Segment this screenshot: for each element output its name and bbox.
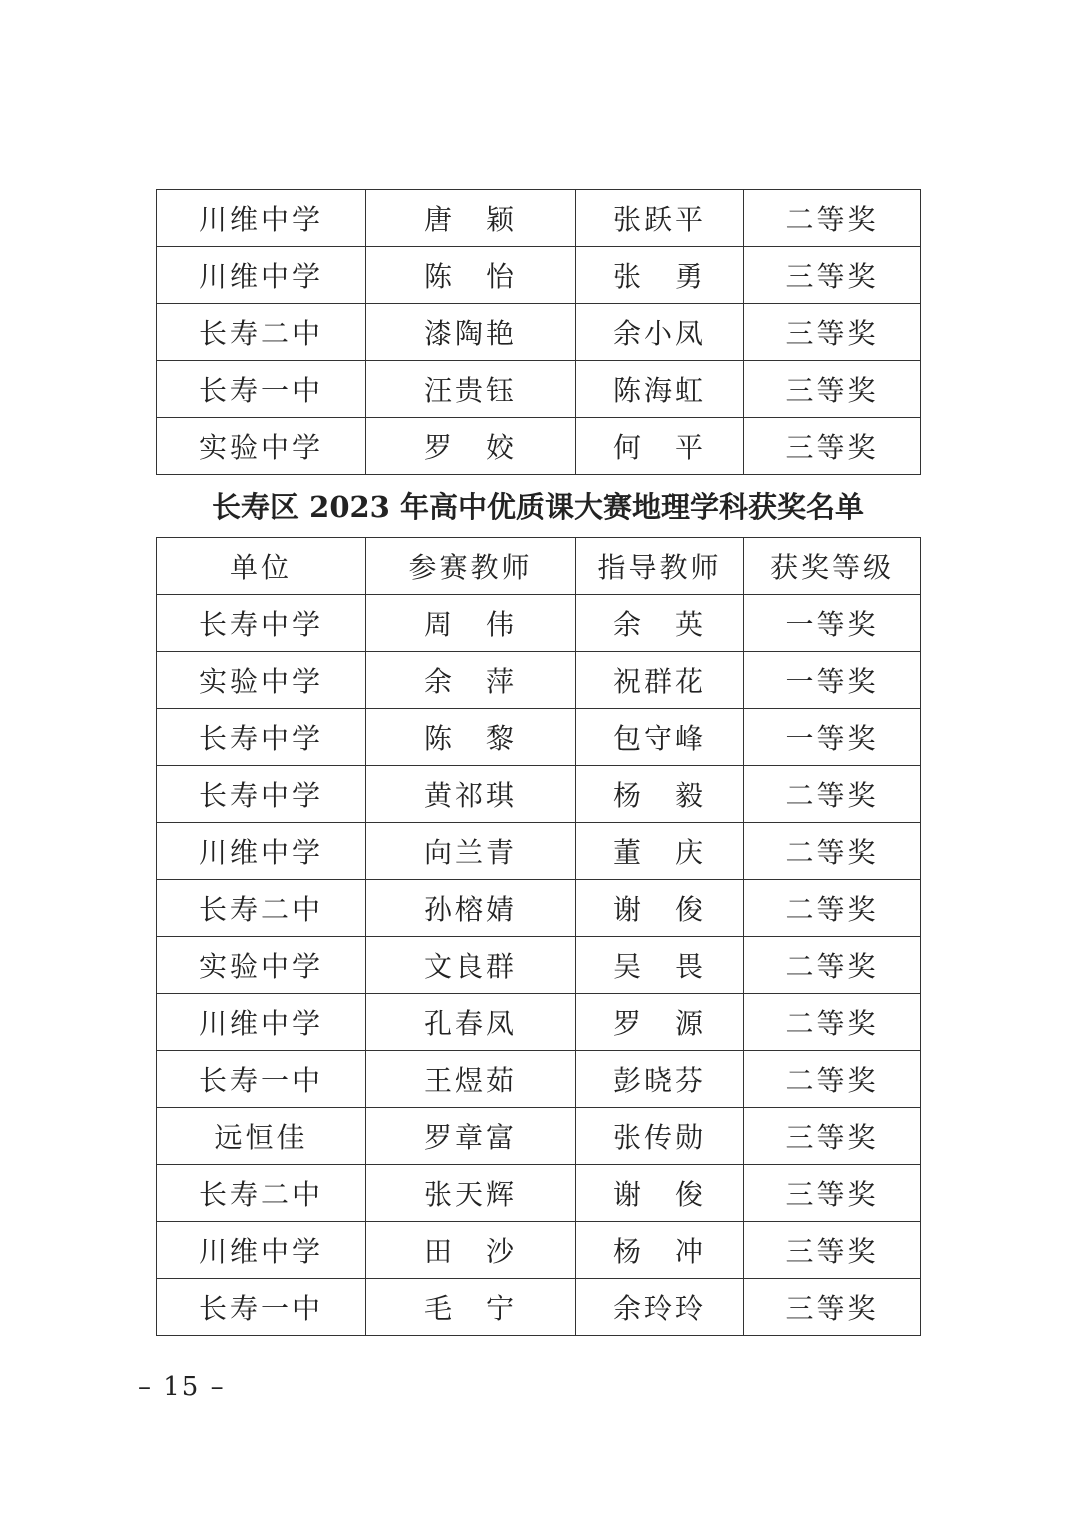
geography-award-table-body: [157, 595, 921, 1336]
cell-advisor-teacher: 董 庆: [576, 823, 744, 880]
cell-participant-teacher: 罗章富: [366, 1108, 576, 1165]
cell-unit: 川维中学: [157, 247, 366, 304]
cell-award-level: 一等奖: [744, 595, 921, 652]
cell-unit: 实验中学: [157, 937, 366, 994]
cell-participant-teacher: 陈 黎: [366, 709, 576, 766]
cell-unit: 长寿二中: [157, 304, 366, 361]
cell-award-level: 二等奖: [744, 937, 921, 994]
cell-advisor-teacher: 包守峰: [576, 709, 744, 766]
cell-award-level: 二等奖: [744, 994, 921, 1051]
cell-advisor-teacher: 杨 毅: [576, 766, 744, 823]
cell-participant-teacher: 毛 宁: [366, 1279, 576, 1336]
cell-participant-teacher: 张天辉: [366, 1165, 576, 1222]
geography-award-table-header: [157, 538, 921, 595]
table-row: [157, 247, 921, 304]
cell-participant-teacher: 田 沙: [366, 1222, 576, 1279]
cell-participant-teacher: 黄祁琪: [366, 766, 576, 823]
cell-advisor-teacher: 余玲玲: [576, 1279, 744, 1336]
cell-award-level: 三等奖: [744, 304, 921, 361]
cell-unit: 长寿一中: [157, 1051, 366, 1108]
cell-award-level: 一等奖: [744, 709, 921, 766]
table-row: [157, 1108, 921, 1165]
cell-unit: 长寿二中: [157, 1165, 366, 1222]
table-row: [157, 190, 921, 247]
cell-participant-teacher: 孔春凤: [366, 994, 576, 1051]
cell-award-level: 三等奖: [744, 247, 921, 304]
cell-participant-teacher: 唐 颖: [366, 190, 576, 247]
page-number: – 15 –: [138, 1372, 226, 1402]
cell-unit: 实验中学: [157, 418, 366, 475]
table-row: [157, 361, 921, 418]
cell-unit: 长寿二中: [157, 880, 366, 937]
cell-award-level: 三等奖: [744, 361, 921, 418]
table-row: [157, 709, 921, 766]
cell-participant-teacher: 陈 怡: [366, 247, 576, 304]
table-header-row: [157, 538, 921, 595]
cell-unit: 川维中学: [157, 1222, 366, 1279]
table-row: [157, 880, 921, 937]
cell-award-level: 三等奖: [744, 1279, 921, 1336]
cell-participant-teacher: 向兰青: [366, 823, 576, 880]
header-participant-teacher: 参赛教师: [366, 538, 576, 595]
table-row: [157, 766, 921, 823]
table-row: [157, 418, 921, 475]
table-row: [157, 937, 921, 994]
cell-award-level: 三等奖: [744, 1165, 921, 1222]
table-row: [157, 652, 921, 709]
cell-award-level: 二等奖: [744, 1051, 921, 1108]
cell-advisor-teacher: 吴 畏: [576, 937, 744, 994]
cell-participant-teacher: 文良群: [366, 937, 576, 994]
table-row: [157, 595, 921, 652]
cell-advisor-teacher: 祝群花: [576, 652, 744, 709]
cell-unit: 长寿中学: [157, 595, 366, 652]
cell-award-level: 三等奖: [744, 1108, 921, 1165]
cell-participant-teacher: 漆陶艳: [366, 304, 576, 361]
cell-advisor-teacher: 谢 俊: [576, 1165, 744, 1222]
cell-advisor-teacher: 张跃平: [576, 190, 744, 247]
table-row: [157, 823, 921, 880]
header-unit: 单位: [157, 538, 366, 595]
cell-unit: 川维中学: [157, 994, 366, 1051]
header-award-level: 获奖等级: [744, 538, 921, 595]
award-table-continued-body: [157, 190, 921, 475]
cell-unit: 长寿一中: [157, 361, 366, 418]
cell-unit: 川维中学: [157, 823, 366, 880]
cell-participant-teacher: 王煜茹: [366, 1051, 576, 1108]
cell-award-level: 三等奖: [744, 418, 921, 475]
section-title: 长寿区 2023 年高中优质课大赛地理学科获奖名单: [212, 490, 864, 524]
cell-unit: 长寿一中: [157, 1279, 366, 1336]
cell-participant-teacher: 余 萍: [366, 652, 576, 709]
cell-advisor-teacher: 余小凤: [576, 304, 744, 361]
cell-award-level: 二等奖: [744, 880, 921, 937]
cell-award-level: 二等奖: [744, 823, 921, 880]
cell-unit: 实验中学: [157, 652, 366, 709]
cell-advisor-teacher: 何 平: [576, 418, 744, 475]
cell-advisor-teacher: 罗 源: [576, 994, 744, 1051]
table-row: [157, 304, 921, 361]
cell-unit: 长寿中学: [157, 766, 366, 823]
table-row: [157, 994, 921, 1051]
cell-advisor-teacher: 杨 冲: [576, 1222, 744, 1279]
cell-award-level: 二等奖: [744, 190, 921, 247]
cell-advisor-teacher: 张 勇: [576, 247, 744, 304]
table-row: [157, 1222, 921, 1279]
cell-advisor-teacher: 余 英: [576, 595, 744, 652]
table-row: [157, 1165, 921, 1222]
cell-award-level: 一等奖: [744, 652, 921, 709]
table-row: [157, 1279, 921, 1336]
cell-advisor-teacher: 张传勋: [576, 1108, 744, 1165]
cell-award-level: 二等奖: [744, 766, 921, 823]
cell-unit: 长寿中学: [157, 709, 366, 766]
cell-advisor-teacher: 谢 俊: [576, 880, 744, 937]
cell-participant-teacher: 罗 姣: [366, 418, 576, 475]
cell-unit: 远恒佳: [157, 1108, 366, 1165]
geography-award-table: [156, 537, 921, 1336]
table-row: [157, 1051, 921, 1108]
header-advisor-teacher: 指导教师: [576, 538, 744, 595]
cell-advisor-teacher: 彭晓芬: [576, 1051, 744, 1108]
cell-advisor-teacher: 陈海虹: [576, 361, 744, 418]
cell-participant-teacher: 汪贵钰: [366, 361, 576, 418]
cell-award-level: 三等奖: [744, 1222, 921, 1279]
cell-participant-teacher: 孙榕婧: [366, 880, 576, 937]
cell-participant-teacher: 周 伟: [366, 595, 576, 652]
award-table-continued: [156, 189, 921, 475]
cell-unit: 川维中学: [157, 190, 366, 247]
